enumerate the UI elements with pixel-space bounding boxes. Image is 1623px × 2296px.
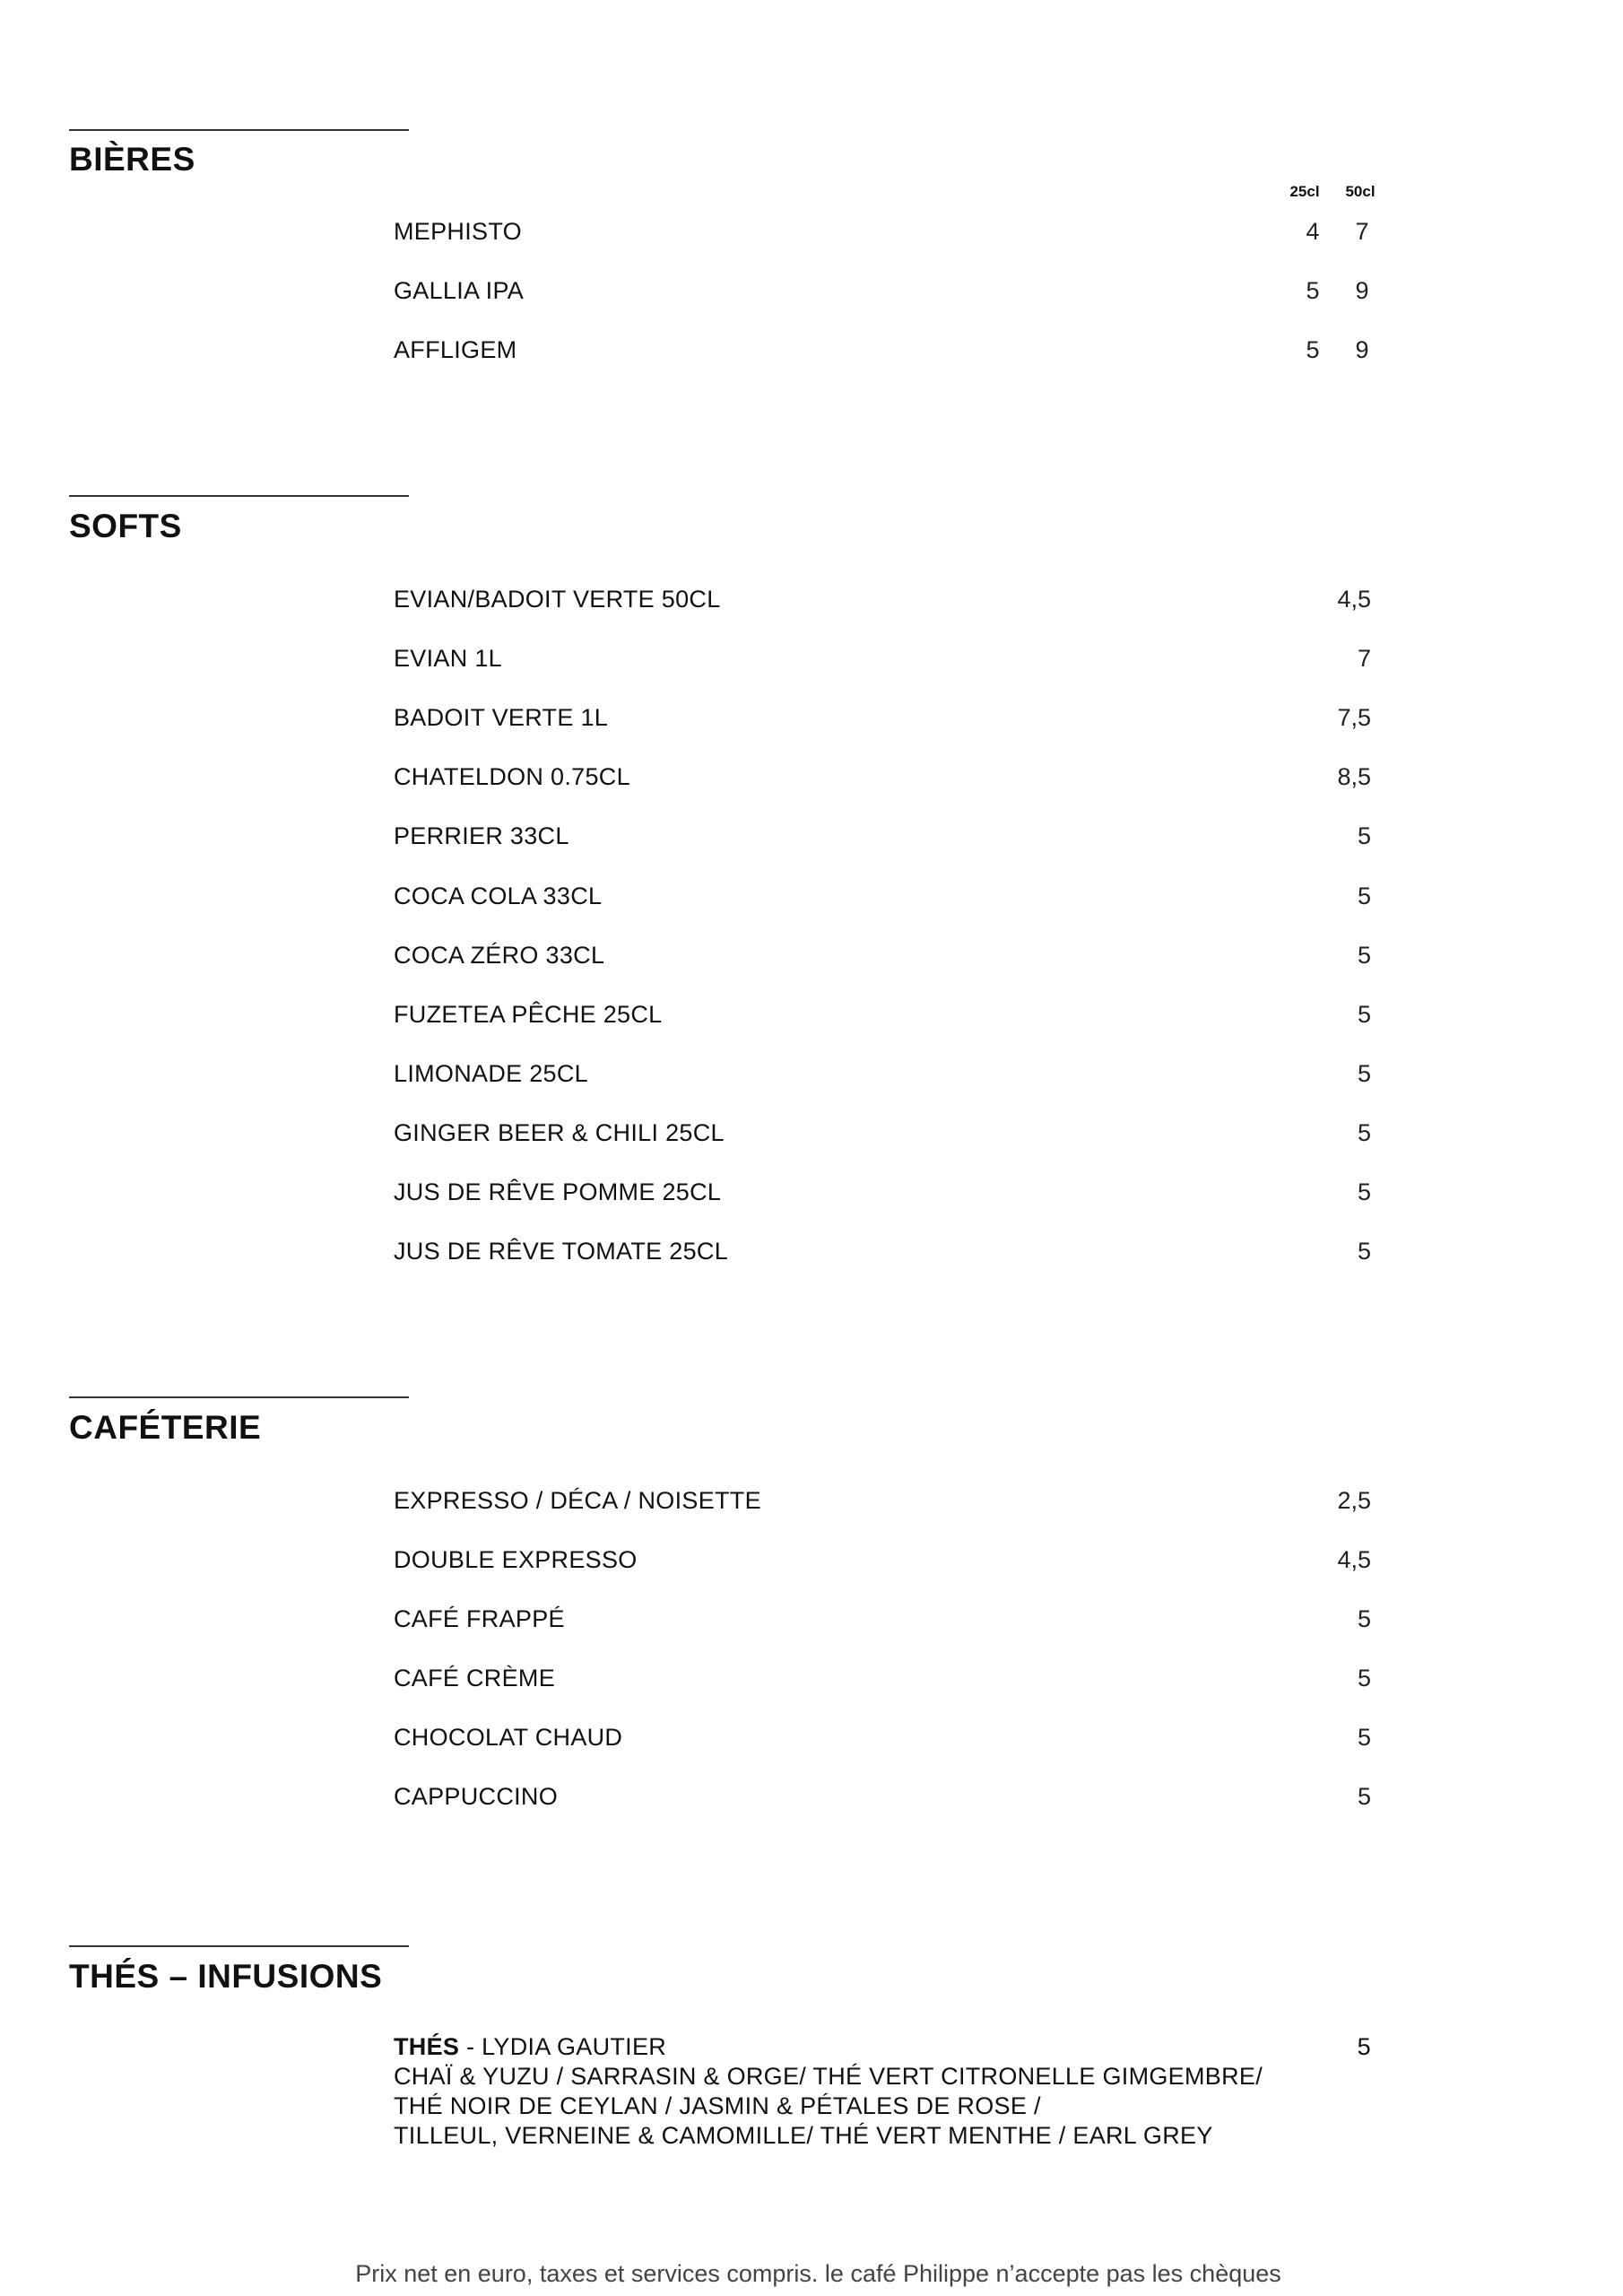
- item-name: DOUBLE EXPRESSO: [394, 1546, 638, 1573]
- item-name: EVIAN/BADOIT VERTE 50CL: [394, 586, 721, 613]
- section-divider: [69, 1396, 409, 1398]
- section-divider: [69, 495, 409, 497]
- menu-item: [394, 1780, 1371, 1813]
- menu-item: [394, 583, 1371, 615]
- item-price: 5: [1357, 1059, 1371, 1087]
- size-headers: [1273, 181, 1399, 203]
- item-price: 5: [1357, 1605, 1371, 1632]
- size-label-25cl: 25cl: [1289, 183, 1320, 200]
- tea-varieties-line: THÉ NOIR DE CEYLAN / JASMIN & PÉTALES DE ROSE /: [394, 2092, 1041, 2119]
- menu-item: [394, 215, 1371, 248]
- item-price: 4,5: [1337, 1546, 1371, 1573]
- item-name: EVIAN 1L: [394, 645, 502, 673]
- menu-item: [394, 1057, 1371, 1090]
- item-name: GINGER BEER & CHILI 25CL: [394, 1118, 725, 1146]
- section-divider: [69, 1945, 409, 1947]
- item-name: CAPPUCCINO: [394, 1783, 559, 1810]
- menu-item: [394, 642, 1371, 674]
- menu-item: [394, 1721, 1371, 1753]
- tea-title-line: [394, 2032, 1371, 2062]
- menu-item: [394, 274, 1371, 307]
- item-price: 5: [1357, 882, 1371, 909]
- footer-note: Prix net en euro, taxes et services compris. le café Philippe n’accepte pas les chèques: [355, 2260, 1281, 2287]
- item-name: PERRIER 33CL: [394, 822, 569, 850]
- menu-item: [394, 1544, 1371, 1576]
- item-name: EXPRESSO / DÉCA / NOISETTE: [394, 1487, 761, 1514]
- item-name: LIMONADE 25CL: [394, 1059, 588, 1087]
- item-name: FUZETEA PÊCHE 25CL: [394, 1000, 663, 1028]
- item-price: 2,5: [1337, 1487, 1371, 1514]
- item-price: 5: [1357, 1000, 1371, 1028]
- menu-item: [394, 939, 1371, 971]
- item-price-25: 4: [1306, 218, 1320, 245]
- item-name: COCA ZÉRO 33CL: [394, 941, 605, 969]
- menu-item: [394, 1176, 1371, 1208]
- item-name: BADOIT VERTE 1L: [394, 704, 609, 732]
- item-name: CHATELDON 0.75CL: [394, 763, 630, 791]
- item-name: COCA COLA 33CL: [394, 882, 603, 909]
- menu-item: [394, 1662, 1371, 1694]
- item-price: 5: [1357, 822, 1371, 850]
- menu-item: [394, 701, 1371, 734]
- section-divider: [69, 129, 409, 131]
- menu-item: [394, 1484, 1371, 1517]
- item-name: CAFÉ CRÈME: [394, 1665, 556, 1692]
- item-name: GALLIA IPA: [394, 277, 525, 304]
- tea-price: 5: [1357, 2033, 1371, 2060]
- tea-item: [394, 2032, 1371, 2151]
- section-title-cafeterie: CAFÉTERIE: [69, 1409, 262, 1446]
- menu-item: [394, 1117, 1371, 1149]
- item-price: 8,5: [1337, 763, 1371, 791]
- menu-item: [394, 880, 1371, 912]
- section-title-thes: THÉS – INFUSIONS: [69, 1958, 383, 1995]
- section-title-softs: SOFTS: [69, 508, 182, 544]
- item-price: 5: [1357, 1178, 1371, 1205]
- item-price: 7,5: [1337, 704, 1371, 732]
- item-price: 5: [1357, 1783, 1371, 1810]
- item-price: 5: [1357, 941, 1371, 969]
- item-price: 5: [1357, 1238, 1371, 1265]
- item-price: 4,5: [1337, 586, 1371, 613]
- item-price-50: 9: [1355, 277, 1369, 304]
- item-name: AFFLIGEM: [394, 336, 517, 363]
- item-price: 5: [1357, 1118, 1371, 1146]
- item-name: MEPHISTO: [394, 218, 522, 245]
- item-price-25: 5: [1306, 336, 1320, 363]
- tea-label: THÉS: [394, 2033, 460, 2060]
- item-name: JUS DE RÊVE TOMATE 25CL: [394, 1238, 729, 1265]
- tea-varieties-line: TILLEUL, VERNEINE & CAMOMILLE/ THÉ VERT MENTHE / EARL GREY: [394, 2122, 1213, 2149]
- menu-item: [394, 1235, 1371, 1267]
- item-price-50: 7: [1355, 218, 1369, 245]
- menu-item: [394, 1603, 1371, 1635]
- section-title-bieres: BIÈRES: [69, 141, 195, 178]
- item-name: CAFÉ FRAPPÉ: [394, 1605, 565, 1632]
- item-price-50: 9: [1355, 336, 1369, 363]
- item-name: CHOCOLAT CHAUD: [394, 1724, 623, 1751]
- item-price: 7: [1357, 645, 1371, 673]
- menu-item: [394, 334, 1371, 366]
- menu-item: [394, 998, 1371, 1031]
- item-price-25: 5: [1306, 277, 1320, 304]
- tea-brand: - LYDIA GAUTIER: [459, 2033, 667, 2060]
- size-label-50cl: 50cl: [1345, 183, 1376, 200]
- tea-varieties-line: CHAÏ & YUZU / SARRASIN & ORGE/ THÉ VERT CITRONELLE GIMGEMBRE/: [394, 2063, 1263, 2090]
- item-price: 5: [1357, 1724, 1371, 1751]
- item-price: 5: [1357, 1665, 1371, 1692]
- menu-item: [394, 820, 1371, 852]
- menu-item: [394, 761, 1371, 793]
- item-name: JUS DE RÊVE POMME 25CL: [394, 1178, 722, 1205]
